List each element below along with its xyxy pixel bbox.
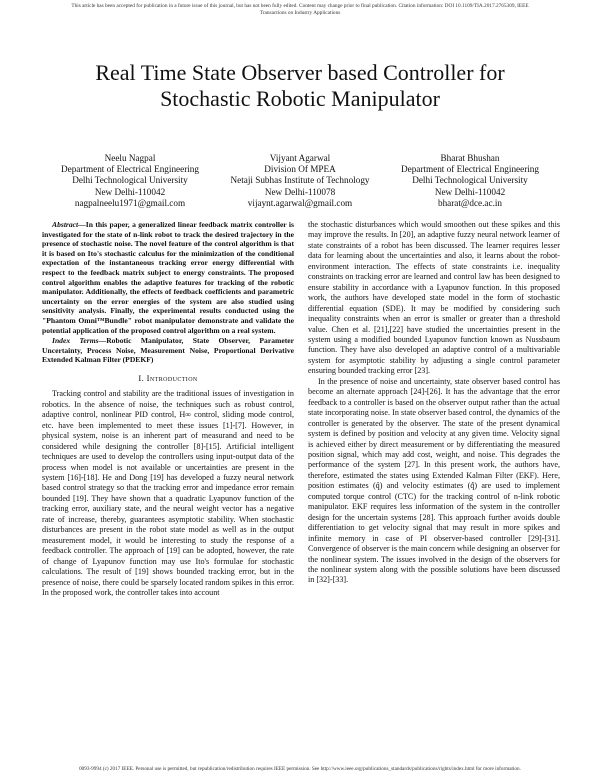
paper-title [30,60,570,112]
author-block [40,153,560,215]
journal-notice-line1: This article has been accepted for publication in a future issue of this journal, but has not been fully edited. Content may change prior to final publication. Citation information: DOI 10.1109/TIA.2017.2765309, IEEE [71,3,529,9]
author-city: New Delhi-110042 [94,186,166,197]
author-email[interactable]: vijaynt.agarwal@gmail.com [247,197,353,208]
author-dept: Department of Electrical Engineering [60,164,199,175]
author-name: Vijyant Agarwal [269,153,331,163]
author-3 [380,153,560,209]
intro-paragraph-3: In the presence of noise and uncertainty, state observer based control has become an alternate approach [24]-[26]. It has the advantage that the error feedback to a controller is based on the observer output rather than the actual state incorporating noise. In state observer based control, the dynamics of the controller is generated by the observer. The state of the present dynamical system is defined by position and velocity at any given time. Velocity signal is achieved either by direct measurement or by differentiating the measured position signal, which may add cost, weight, and noise. This degrades the performance of the system [27]. In this present work, the authors have, therefore, estimated the states using Extended Kalman Filter (EKF). Here, position estimates (q̂) and velocity estimates (q̂̇) are used to implement computed torque control (CTC) for the tracking control of n-link robotic manipulator. EKF requires less information of the system in the controller design for the uncertain systems [28]. This approach further avoids double differentiation to get velocity signal that may result in more spikes and infinite memory in case of PI observer-based controller [29]-[31]. Convergence of observer is the main concern while designing an observer for the nonlinear system. The issues involved in the design of the observers for the nonlinear system along with the possible solutions have been discussed in [32]-[33]. [308,376,560,585]
author-name: Neelu Nagpal [104,153,156,163]
intro-paragraph-1: Tracking control and stability are the traditional issues of investigation in robotics. In the absence of noise, the techniques such as robust control, adaptive control, nonlinear PID control, H∞ control, sliding mode control, etc. have been implemented to meet these issues [1]-[7]. However, in physical system, noise is an inherent part of measurand and need to be considered while designing the controller [8]-[15]. Artificial intelligent techniques are used to develop the controllers using input-output data of the process when model is not available or uncertainties are present in the system [16]-[18]. He and Dong [19] has developed a fuzzy neural network based control strategy so that the tracking error and impedance error remain bounded [19]. They have shown that a quadratic Lyapunov function of the tracking error, auxiliary state, and the neural weight vector has a negative rate of increase, thereby, guarantees asymptotic stability. When stochastic disturbances are present in the robot state model as well as in the output measurement model, it would be interesting to study the response of a feedback controller. The approach of [19] can be adopted, however, the rate of change of Lyapunov function may use Ito's formulae for stochastic calculations. The result of [19] shows bounded tracking error, but in the presence of noise, there could be sparsely located random spikes in this error. In the proposed work, the controller takes into account [42,389,294,597]
author-institution: Delhi Technological University [412,175,528,186]
author-2 [210,153,390,209]
author-institution: Delhi Technological University [72,175,188,186]
author-1 [40,153,220,209]
author-email[interactable]: nagpalneelu1971@gmail.com [74,197,186,208]
left-column [42,220,294,598]
abstract [42,220,294,335]
index-terms-label: Index Terms [52,336,99,346]
author-institution: Netaji Subhas Institute of Technology [230,175,370,186]
paper-title-line2: Stochastic Robotic Manipulator [160,86,440,111]
section-heading-introduction: I. Introduction [138,372,198,383]
abstract-label: Abstract [52,220,79,229]
right-column [308,220,560,586]
index-terms [42,336,294,365]
intro-paragraph-2: the stochastic disturbances which would smoothen out these spikes and this may improve the results. In [20], an adaptive fuzzy neural network learner of state constraints of a robot has been discussed. The learner requires lesser data for learning about the uncertainties and also, it learns about the robot-environment interaction. The effects of state constraints i.e. inequality constraints on tracking error are learned and control law has been designed to ensure stability in accordance with a Lyapunov function. In this proposed work, the authors have developed state model in the form of stochastic differential equation (SDE). It may be modified by considering such inequality constraints when an error is smaller or greater than a threshold value. Chen et al. [21],[22] have studied the uncertainties present in the system using a modified bounded Lyapunov function known as Nussbaum function. They have also developed an adaptive control of a multivariable system for asymptotic stability by adjusting a single control parameter ensuring bounded tracking error [23]. [308,220,560,376]
author-city: New Delhi-110042 [434,186,506,197]
copyright-footer: 0093-9994 (c) 2017 IEEE. Personal use is permitted, but republication/redistribution requires IEEE permission. See http://www.ieee.org/publications_standards/publications/rights/index.html for more information. [79,766,521,772]
author-dept: Department of Electrical Engineering [400,164,539,175]
author-email[interactable]: bharat@dce.ac.in [437,197,503,208]
journal-notice [14,3,586,17]
author-city: New Delhi-110078 [264,186,336,197]
author-dept: Division Of MPEA [264,164,336,175]
paper-title-line1: Real Time State Observer based Controller for [95,60,505,85]
index-terms-text: —Robotic Manipulator, State Observer, Parameter Uncertainty, Process Noise, Measurement Noise, Proportional Derivative Extended Kalman Filter (PDEKF) [42,336,294,365]
author-name: Bharat Bhushan [440,153,500,163]
journal-notice-line2: Transactions on Industry Applications [259,10,341,16]
abstract-text: —In this paper, a generalized linear feedback matrix controller is investigated for the state of n-link robot to track the desired trajectory in the presence of stochastic noise. The novel feature of the control algorithm is that it is based on Ito's stochastic calculus for the minimization of the conditional expectation of the instantaneous tracking error energy differential with respect to the feedback matrix subject to energy constraints. The proposed control algorithm enables the adaptive features for tracking of the robotic manipulator. Additionally, the effects of feedback coefficients and parametric uncertainty on the error energies of the system are also studied using sensitivity analysis. Finally, the experimental results conducted using the "Phantom Omni™Bundle" robot manipulator demonstrate and validate the potential application of the proposed control algorithm on a real system. [42,220,294,335]
